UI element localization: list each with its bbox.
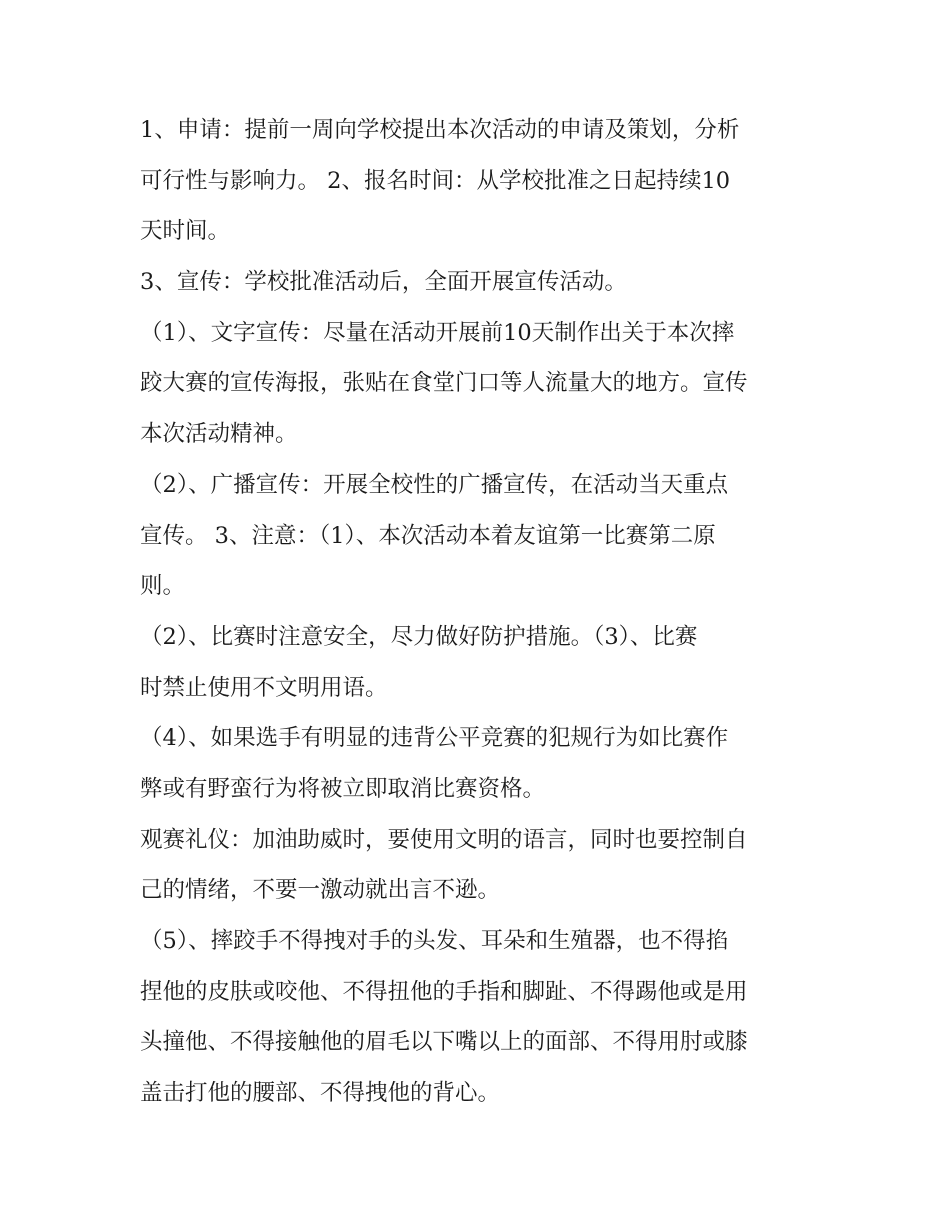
text-line: 可行性与影响力。 2、报名时间：从学校批准之日起持续10 <box>140 167 731 194</box>
text-line: 弊或有野蛮行为将被立即取消比赛资格。 <box>140 775 546 802</box>
text-line: （5）、摔跤手不得拽对手的头发、耳朵和生殖器，也不得掐 <box>140 928 729 954</box>
text-line: 天时间。 <box>140 218 231 245</box>
text-line: 1、申请：提前一周向学校提出本次活动的申请及策划，分析 <box>140 117 740 143</box>
text-line: 盖击打他的腰部、不得拽他的背心。 <box>140 1080 501 1107</box>
text-line: 则。 <box>140 573 186 600</box>
text-line: 跤大赛的宣传海报，张贴在食堂门口等人流量大的地方。宣传 <box>140 370 748 397</box>
document-body <box>140 105 820 1119</box>
text-line: （1）、文字宣传：尽量在活动开展前10天制作出关于本次摔 <box>140 319 735 346</box>
text-line: 头撞他、不得接触他的眉毛以下嘴以上的面部、不得用肘或膝 <box>140 1029 748 1056</box>
text-line: （2）、广播宣传：开展全校性的广播宣传，在活动当天重点 <box>140 471 729 498</box>
text-line: 时禁止使用不文明用语。 <box>140 674 388 701</box>
text-line: 捏他的皮肤或咬他、不得扭他的手指和脚趾、不得踢他或是用 <box>140 978 748 1005</box>
text-line: 观赛礼仪：加油助威时，要使用文明的语言，同时也要控制自 <box>140 826 748 853</box>
text-line: 3、宣传：学校批准活动后，全面开展宣传活动。 <box>140 269 627 296</box>
text-line: （4）、如果选手有明显的违背公平竞赛的犯规行为如比赛作 <box>140 725 729 752</box>
text-line: 宣传。 3、注意：（1）、本次活动本着友谊第一比赛第二原 <box>140 522 716 549</box>
text-line: 己的情绪，不要一激动就出言不逊。 <box>140 877 501 904</box>
text-line: 本次活动精神。 <box>140 421 298 448</box>
text-line: （2）、比赛时注意安全，尽力做好防护措施。（3）、比赛 <box>140 623 698 650</box>
